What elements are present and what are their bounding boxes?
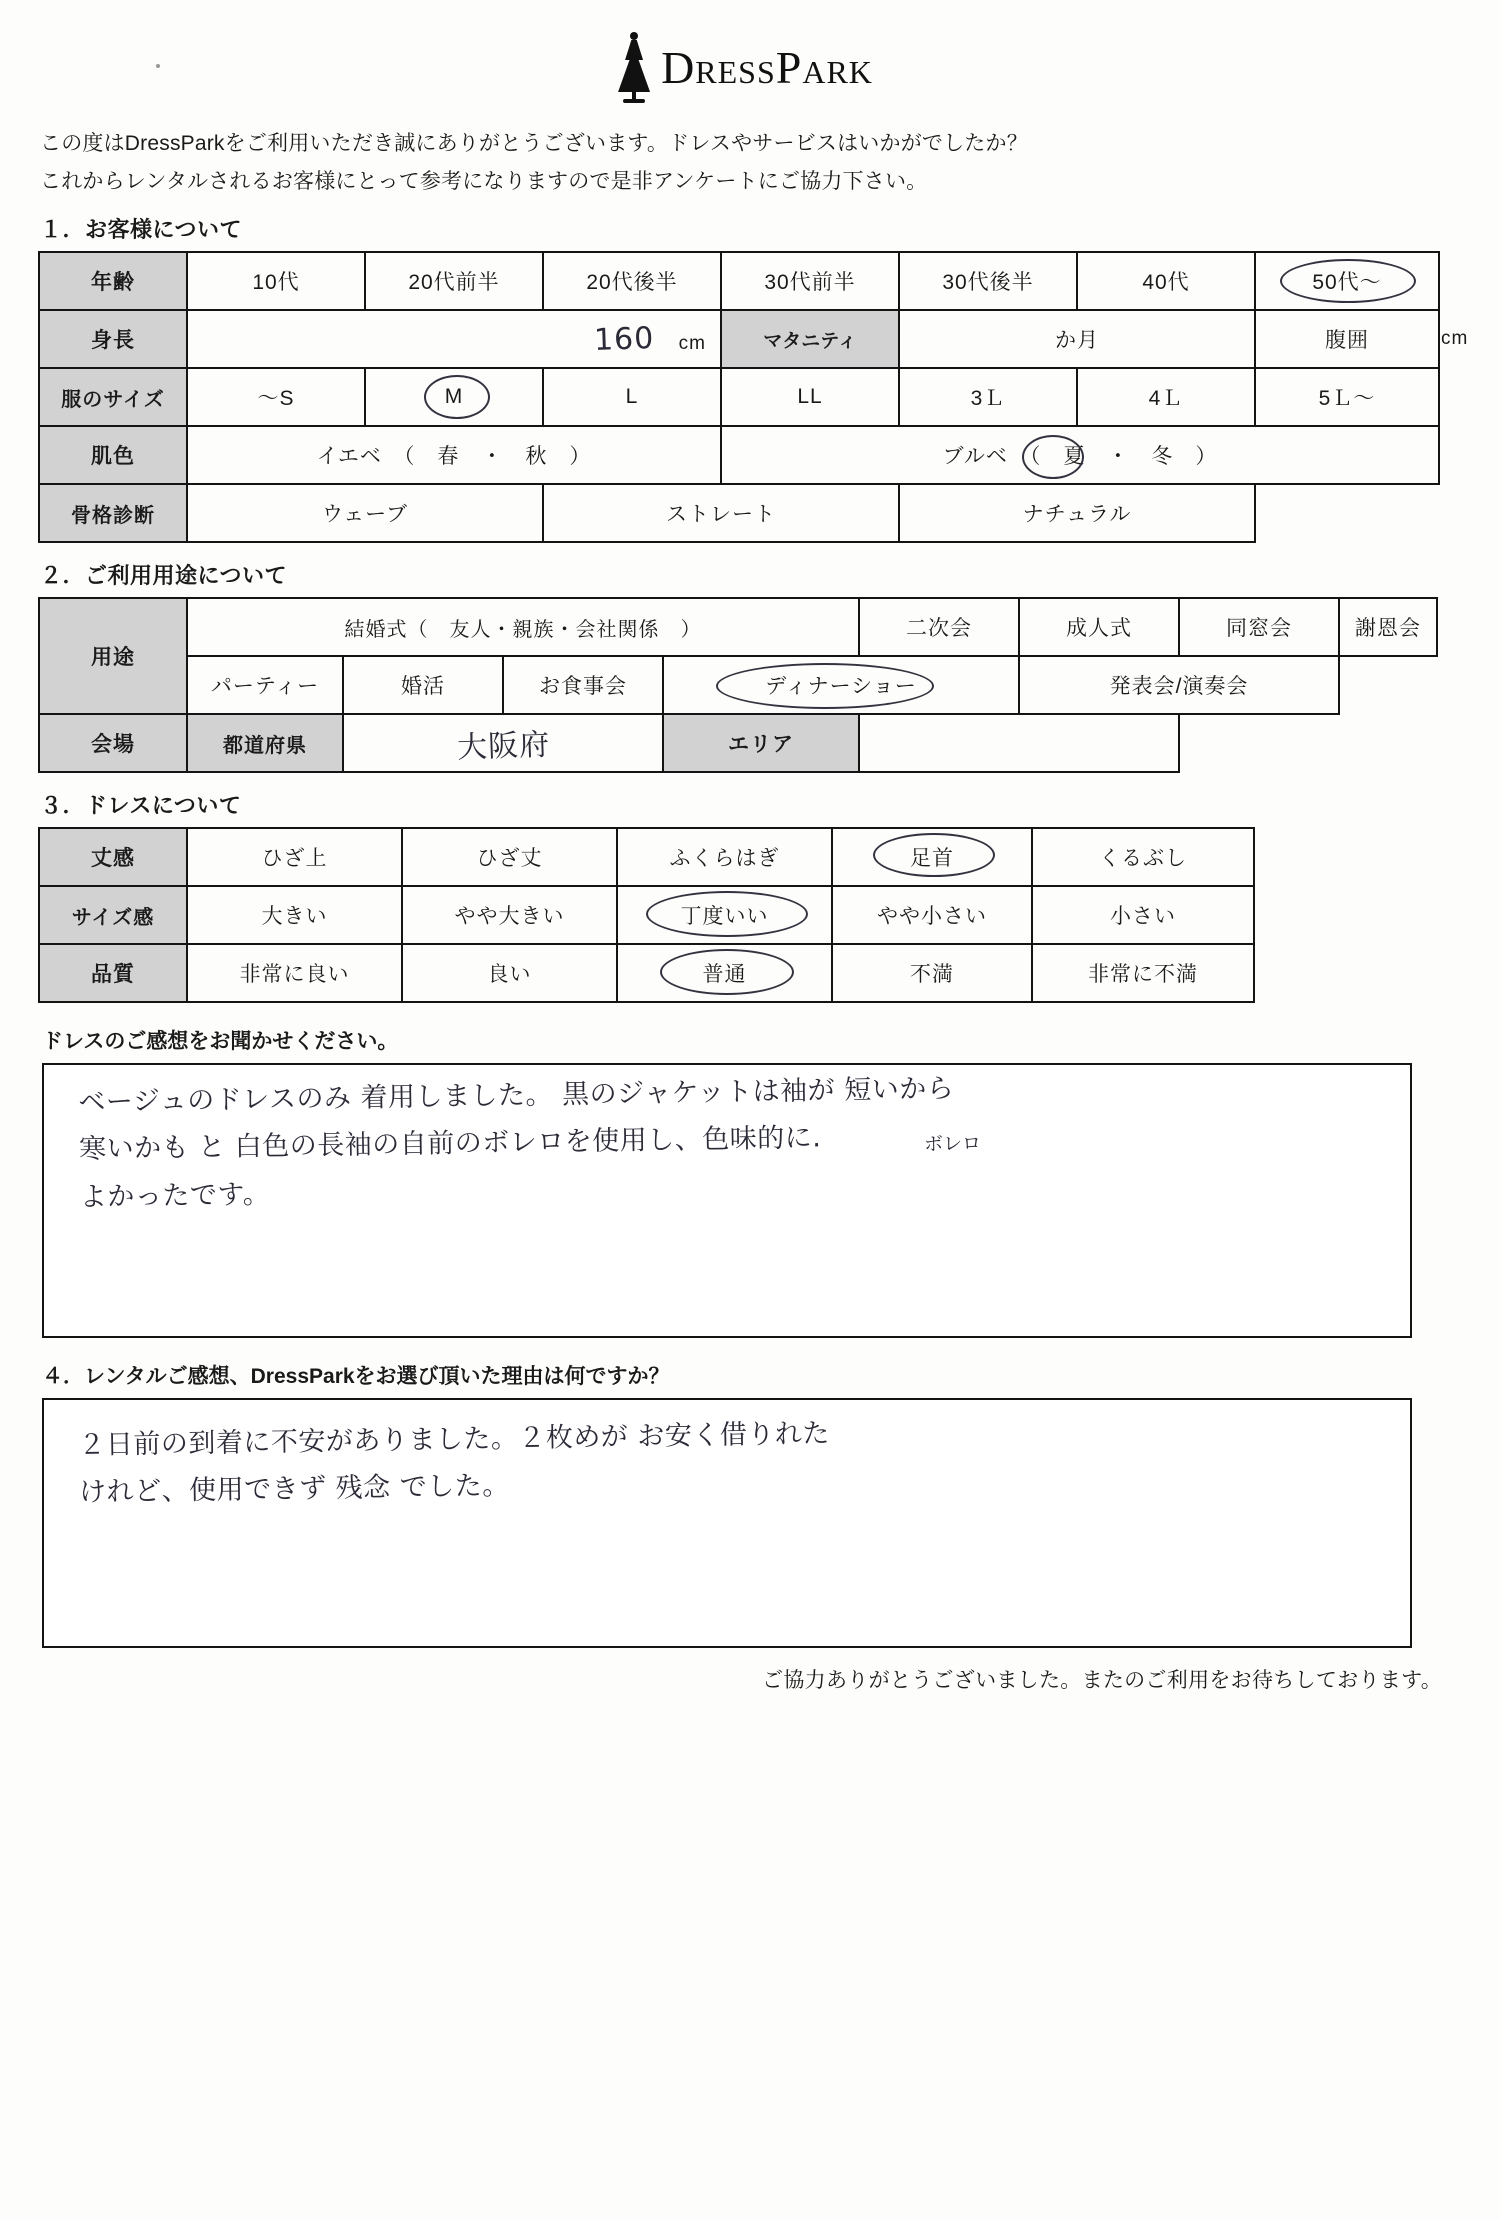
purpose-matchmaking[interactable]: 婚活 (343, 656, 503, 714)
length-option-above-knee[interactable]: ひざ上 (187, 828, 402, 886)
fit-row (39, 886, 1254, 944)
belly-label: 腹囲 (1255, 310, 1439, 368)
fit-option-slightly-small[interactable]: やや小さい (832, 886, 1032, 944)
age-option-50s-plus-label: 50代〜 (1312, 271, 1382, 294)
purpose-dinner-show-label: ディナーショー (765, 675, 917, 698)
venue-label: 会場 (39, 714, 187, 772)
size-option-ll[interactable]: LL (721, 368, 899, 426)
impression-text: ベージュのドレスのみ 着用しました。 黒のジャケットは袖が 短いから 寒いかも と 白色の長袖の自前のボレロを使用し、色味的に. よかったです。 (78, 1073, 955, 1213)
quality-option-very-good[interactable]: 非常に良い (187, 944, 402, 1002)
purpose-table (38, 597, 1438, 773)
purpose-party[interactable]: パーティー (187, 656, 343, 714)
quality-option-very-unsatisfied[interactable]: 非常に不満 (1032, 944, 1254, 1002)
dress-feedback-table (38, 827, 1255, 1003)
height-label: 身長 (39, 310, 187, 368)
fit-option-slightly-large[interactable]: やや大きい (402, 886, 617, 944)
skin-tone-label: 肌色 (39, 426, 187, 484)
logo (617, 30, 873, 104)
customer-info-table (38, 251, 1469, 543)
age-option-20s-late[interactable]: 20代後半 (543, 252, 721, 310)
size-option-l[interactable]: L (543, 368, 721, 426)
brand-header (38, 18, 1452, 122)
purpose-thanksgiving[interactable]: 謝恩会 (1339, 598, 1437, 656)
body-type-straight[interactable]: ストレート (543, 484, 899, 542)
length-option-ankle[interactable] (832, 828, 1032, 886)
age-label: 年齢 (39, 252, 187, 310)
intro-line-2: これからレンタルされるお客様にとって参考になりますので是非アンケートにご協力下さい。 (40, 169, 928, 193)
age-option-50s-plus[interactable] (1255, 252, 1439, 310)
maternity-months-label: か月 (1055, 329, 1099, 352)
prefecture-label: 都道府県 (187, 714, 343, 772)
length-option-knee[interactable]: ひざ丈 (402, 828, 617, 886)
skin-tone-blue-base-label: ブルベ （ 夏 ・ 冬 ） (942, 445, 1218, 468)
skin-tone-blue-base[interactable] (721, 426, 1439, 484)
size-option-s[interactable]: 〜S (187, 368, 365, 426)
fit-option-just-right-label: 丁度いい (680, 905, 769, 928)
length-option-calf[interactable]: ふくらはぎ (617, 828, 832, 886)
fit-option-small[interactable]: 小さい (1032, 886, 1254, 944)
section-3-title: ３．ドレスについて (40, 793, 242, 818)
quality-option-unsatisfied[interactable]: 不満 (832, 944, 1032, 1002)
prefecture-value-cell[interactable] (343, 714, 663, 772)
purpose-dining[interactable]: お食事会 (503, 656, 663, 714)
body-type-label: 骨格診断 (39, 484, 187, 542)
scan-speck (156, 64, 160, 68)
age-option-30s-late[interactable]: 30代後半 (899, 252, 1077, 310)
purpose-row-1 (39, 598, 1437, 656)
mannequin-icon (617, 30, 651, 104)
age-row (39, 252, 1439, 310)
fit-label: サイズ感 (39, 886, 187, 944)
age-option-10s[interactable]: 10代 (187, 252, 365, 310)
closing-message: ご協力ありがとうございました。またのご利用をお待ちしております。 (762, 1669, 1442, 1692)
intro-line-1: この度はDressParkをご利用いただき誠にありがとうございます。ドレスやサービスはいかがでしたか？ (40, 132, 1028, 155)
purpose-afterparty[interactable]: 二次会 (859, 598, 1019, 656)
purpose-label: 用途 (39, 598, 187, 714)
prefecture-value: 大阪府 (456, 727, 551, 766)
section-1-title: １．お客様について (40, 217, 243, 242)
quality-row (39, 944, 1254, 1002)
size-option-3l[interactable]: 3Ｌ (899, 368, 1077, 426)
impression-correction-note: ボレロ (923, 1132, 982, 1156)
body-type-wave[interactable]: ウェーブ (187, 484, 543, 542)
brand-name: DressPark (661, 41, 873, 93)
quality-option-average-label: 普通 (702, 963, 747, 986)
maternity-label: マタニティ (721, 310, 899, 368)
question-4-textarea[interactable] (42, 1398, 1412, 1648)
length-option-anklebone[interactable]: くるぶし (1032, 828, 1254, 886)
skin-tone-yellow-base[interactable]: イエベ （ 春 ・ 秋 ） (187, 426, 721, 484)
height-row: 身長 160 cm マタニティ か月 腹囲 cm (39, 310, 1439, 368)
venue-row (39, 714, 1437, 772)
area-value-cell[interactable] (859, 714, 1179, 772)
purpose-row-2 (39, 656, 1437, 714)
age-option-20s-early[interactable]: 20代前半 (365, 252, 543, 310)
body-type-row (39, 484, 1439, 542)
size-option-m[interactable] (365, 368, 543, 426)
clothing-size-row (39, 368, 1439, 426)
quality-option-average[interactable] (617, 944, 832, 1002)
length-option-ankle-label: 足首 (910, 847, 954, 870)
length-row (39, 828, 1254, 886)
area-label: エリア (663, 714, 859, 772)
height-unit: cm (678, 332, 706, 354)
purpose-coming-of-age[interactable]: 成人式 (1019, 598, 1179, 656)
purpose-reunion[interactable]: 同窓会 (1179, 598, 1339, 656)
age-option-40s[interactable]: 40代 (1077, 252, 1255, 310)
quality-option-good[interactable]: 良い (402, 944, 617, 1002)
purpose-recital[interactable]: 発表会/演奏会 (1019, 656, 1339, 714)
body-type-natural[interactable]: ナチュラル (899, 484, 1255, 542)
skin-tone-row (39, 426, 1439, 484)
age-option-30s-early[interactable]: 30代前半 (721, 252, 899, 310)
fit-option-just-right[interactable] (617, 886, 832, 944)
maternity-months-cell[interactable] (899, 310, 1255, 368)
purpose-wedding[interactable]: 結婚式（ 友人・親族・会社関係 ） (187, 598, 859, 656)
clothing-size-label: 服のサイズ (39, 368, 187, 426)
size-option-m-label: M (444, 385, 464, 408)
purpose-dinner-show[interactable] (663, 656, 1019, 714)
question-4-text: ２日前の到着に不安がありました。２枚めが お安く借りれた けれど、使用できず 残念 でした。 (78, 1418, 831, 1509)
length-label: 丈感 (39, 828, 187, 886)
question-4-label: ４．レンタルご感想、DressParkをお選び頂いた理由は何ですか？ (42, 1365, 670, 1388)
fit-option-large[interactable]: 大きい (187, 886, 402, 944)
height-value-cell[interactable] (187, 310, 721, 368)
impression-textarea[interactable] (42, 1063, 1412, 1338)
quality-label: 品質 (39, 944, 187, 1002)
size-option-4l[interactable]: 4Ｌ (1077, 368, 1255, 426)
impression-label: ドレスのご感想をお聞かせください。 (42, 1030, 399, 1053)
section-2-title: ２．ご利用用途について (40, 563, 288, 588)
height-value: 160 (592, 320, 655, 358)
size-option-5l[interactable]: 5Ｌ〜 (1255, 368, 1439, 426)
